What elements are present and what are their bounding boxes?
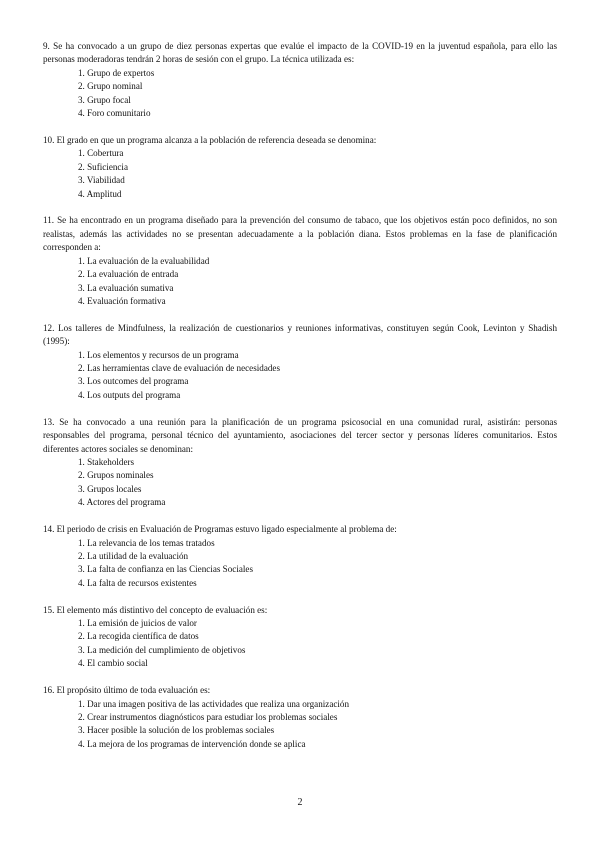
answer-option: 2. Las herramientas clave de evaluación de necesidades xyxy=(78,363,280,374)
question-text: 16. El propósito último de toda evaluación es: xyxy=(43,685,211,696)
answer-option: 1. Cobertura xyxy=(78,148,124,159)
answer-option: 1. La relevancia de los temas tratados xyxy=(78,537,215,548)
answer-option: 3. La medición del cumplimiento de objetivos xyxy=(78,644,246,655)
answer-option: 4. Los outputs del programa xyxy=(78,389,181,400)
answer-option: 3. Hacer posible la solución de los problemas sociales xyxy=(78,725,275,736)
answer-option: 2. Grupo nominal xyxy=(78,81,143,92)
answer-option: 3. Grupo focal xyxy=(78,94,131,105)
answer-options xyxy=(43,617,557,671)
answer-option: 4. Foro comunitario xyxy=(78,108,151,119)
answer-option: 2. La recogida científica de datos xyxy=(78,631,199,642)
question-block xyxy=(43,40,557,120)
answer-option: 3. La evaluación sumativa xyxy=(78,282,174,293)
answer-option: 3. Grupos locales xyxy=(78,483,142,494)
answer-option: 1. La evaluación de la evaluabilidad xyxy=(78,255,210,266)
question-text: 9. Se ha convocado a un grupo de diez personas expertas que evalúe el impacto de la COVID-19 en la juventud española, para ello las personas moderadoras tendrán 2 horas de sesión con el grupo. La técnica utilizada es: xyxy=(43,41,557,65)
answer-option: 4. Evaluación formativa xyxy=(78,295,166,306)
answer-option: 2. Suficiencia xyxy=(78,161,128,172)
answer-options xyxy=(43,255,557,309)
question-block xyxy=(43,134,557,201)
answer-option: 1. La emisión de juicios de valor xyxy=(78,618,197,629)
question-text: 12. Los talleres de Mindfulness, la realización de cuestionarios y reuniones informativas, constituyen según Cook, Levinton y Shadish (1995): xyxy=(43,322,557,347)
question-list xyxy=(43,40,557,765)
answer-option: 4. El cambio social xyxy=(78,658,148,669)
answer-option: 3. Viabilidad xyxy=(78,175,125,186)
answer-options xyxy=(43,698,557,752)
question-block xyxy=(43,214,557,308)
question-block xyxy=(43,322,557,402)
answer-options xyxy=(43,147,557,201)
answer-option: 2. Crear instrumentos diagnósticos para estudiar los problemas sociales xyxy=(78,711,338,722)
answer-option: 3. La falta de confianza en las Ciencias Sociales xyxy=(78,564,253,575)
question-text: 14. El periodo de crisis en Evaluación de Programas estuvo ligado especialmente al problema de: xyxy=(43,524,397,535)
question-block xyxy=(43,684,557,751)
question-block xyxy=(43,523,557,590)
answer-option: 2. La utilidad de la evaluación xyxy=(78,550,189,561)
question-block xyxy=(43,604,557,671)
answer-option: 4. La falta de recursos existentes xyxy=(78,577,197,588)
answer-option: 4. Actores del programa xyxy=(78,497,166,508)
answer-options xyxy=(43,67,557,121)
answer-option: 2. Grupos nominales xyxy=(78,470,154,481)
answer-options xyxy=(43,456,557,510)
answer-option: 1. Stakeholders xyxy=(78,456,135,467)
question-text: 10. El grado en que un programa alcanza a la población de referencia deseada se denomina: xyxy=(43,134,377,145)
page-number: 2 xyxy=(297,797,303,808)
answer-option: 3. Los outcomes del programa xyxy=(78,376,189,387)
question-block xyxy=(43,416,557,510)
question-text: 13. Se ha convocado a una reunión para la planificación de un programa psicosocial en una comunidad rural, asistirán: personas responsables del programa, personal técnico del ayuntamiento, asociaciones del tercer sector y personas líderes comunitarios. Estos diferentes actores sociales se denominan: xyxy=(43,416,557,454)
answer-option: 4. La mejora de los programas de intervención donde se aplica xyxy=(78,738,306,749)
answer-option: 1. Los elementos y recursos de un programa xyxy=(78,349,239,360)
answer-options xyxy=(43,349,557,403)
answer-option: 4. Amplitud xyxy=(78,188,122,199)
answer-option: 2. La evaluación de entrada xyxy=(78,269,179,280)
question-text: 11. Se ha encontrado en un programa diseñado para la prevención del consumo de tabaco, que los objetivos están poco definidos, no son realistas, además las actividades no se presentan adecuadamente a la población diana. Estos problemas en la fase de planificación corresponden a: xyxy=(43,215,557,253)
answer-option: 1. Grupo de expertos xyxy=(78,67,155,78)
answer-options xyxy=(43,537,557,591)
answer-option: 1. Dar una imagen positiva de las actividades que realiza una organización xyxy=(78,698,350,709)
question-text: 15. El elemento más distintivo del concepto de evaluación es: xyxy=(43,604,268,615)
